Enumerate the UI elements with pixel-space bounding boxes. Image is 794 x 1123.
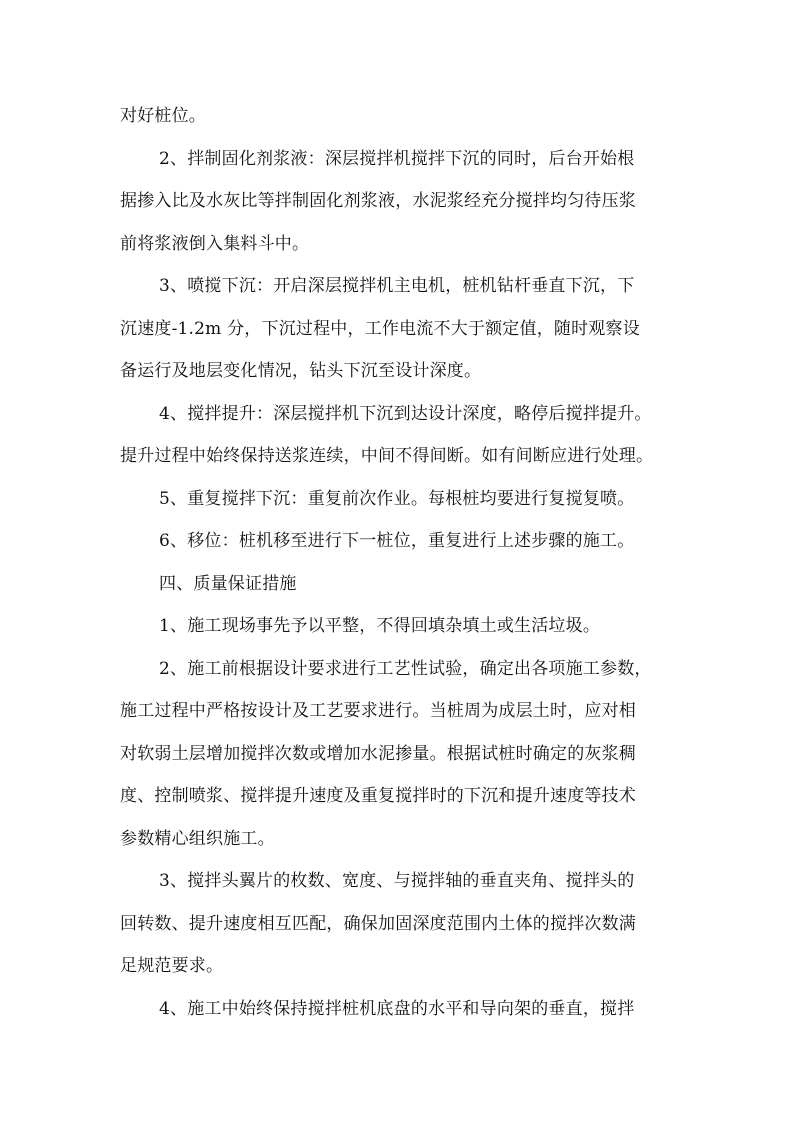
paragraph-start-line: 5、重复搅拌下沉：重复前次作业。每根桩均要进行复搅复喷。 — [159, 489, 635, 509]
paragraph-start-line: 6、移位：桩机移至进行下一桩位，重复进行上述步骤的施工。 — [159, 531, 635, 551]
paragraph-start-line: 3、喷搅下沉：开启深层搅拌机主电机，桩机钻杆垂直下沉，下 — [159, 276, 635, 296]
text-line: 沉速度-1.2m 分，下沉过程中，工作电流不大于额定值，随时观察设 — [120, 319, 640, 339]
text-line: 据掺入比及水灰比等拌制固化剂浆液，水泥浆经充分搅拌均匀待压浆 — [120, 191, 636, 211]
text-line: 足规范要求。 — [120, 956, 224, 976]
text-line: 前将浆液倒入集料斗中。 — [120, 234, 310, 254]
text-line: 度、控制喷浆、搅拌提升速度及重复搅拌时的下沉和提升速度等技术 — [120, 786, 636, 806]
paragraph-start-line: 4、搅拌提升：深层搅拌机下沉到达设计深度，略停后搅拌提升。 — [159, 404, 652, 424]
text-line: 备运行及地层变化情况，钻头下沉至设计深度。 — [120, 361, 482, 381]
text-line: 对软弱土层增加搅拌次数或增加水泥掺量。根据试桩时确定的灰浆稠 — [120, 744, 636, 764]
paragraph-start-line: 2、施工前根据设计要求进行工艺性试验，确定出各项施工参数， — [159, 659, 652, 679]
document-page — [120, 0, 678, 1123]
text-line: 施工过程中严格按设计及工艺要求进行。当桩周为成层土时，应对相 — [120, 701, 636, 721]
text-line: 回转数、提升速度相互匹配，确保加固深度范围内土体的搅拌次数满 — [120, 914, 636, 934]
paragraph-start-line: 4、施工中始终保持搅拌桩机底盘的水平和导向架的垂直，搅拌 — [159, 999, 635, 1019]
text-line: 对好桩位。 — [120, 106, 206, 126]
section-heading: 四、质量保证措施 — [159, 574, 297, 594]
paragraph-start-line: 2、拌制固化剂浆液：深层搅拌机搅拌下沉的同时，后台开始根 — [159, 149, 635, 169]
text-line: 参数精心组织施工。 — [120, 829, 275, 849]
paragraph-start-line: 1、施工现场事先予以平整，不得回填杂填土或生活垃圾。 — [159, 616, 601, 636]
paragraph-start-line: 3、搅拌头翼片的枚数、宽度、与搅拌轴的垂直夹角、搅拌头的 — [159, 871, 635, 891]
text-line: 提升过程中始终保持送浆连续，中间不得间断。如有间断应进行处理。 — [120, 446, 654, 466]
